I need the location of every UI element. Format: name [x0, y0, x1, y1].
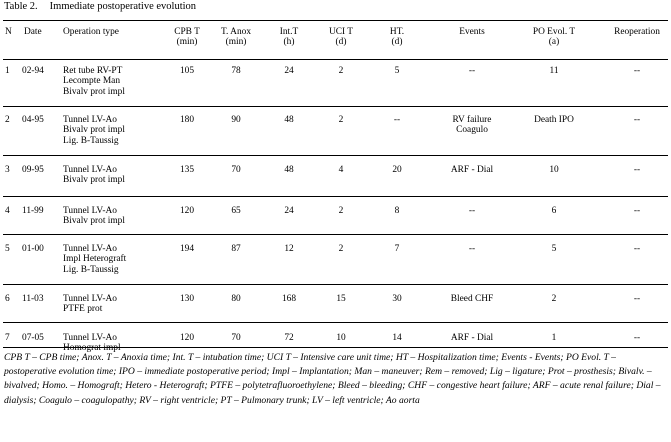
reoperation-cell: --	[633, 333, 641, 343]
cpb-time-cell: 120	[179, 206, 195, 216]
ht-cell: 20	[392, 165, 402, 175]
uci-time-cell: 2	[338, 244, 344, 254]
header-int-time	[264, 27, 314, 48]
operation-type-cell-line: Tunnel LV-Ao	[63, 294, 117, 304]
row-divider	[3, 322, 668, 323]
operation-type-cell-line: Bivalv prot impl	[63, 86, 125, 97]
operation-type-cell-line: Bivalv prot impl	[63, 216, 125, 227]
anox-time-cell: 78	[231, 66, 241, 76]
operation-type-cell	[63, 115, 163, 146]
header-operation-type: Operation type	[63, 27, 119, 37]
header-ht	[372, 27, 422, 48]
po-evol-cell: Death IPO	[534, 115, 574, 125]
events-cell-line: ARF - Dial	[450, 333, 494, 343]
events-cell	[432, 115, 512, 136]
operation-type-cell	[63, 66, 163, 97]
ht-cell: --	[393, 115, 401, 125]
events-cell-line: Bleed CHF	[450, 294, 494, 304]
operation-type-cell-line: Tunnel LV-Ao	[63, 115, 117, 125]
header-int-time-line2: (h)	[283, 37, 295, 48]
int-time-cell: 48	[284, 165, 294, 175]
operation-type-cell-line: Bivalv prot impl	[63, 125, 125, 136]
uci-time-cell: 2	[338, 66, 344, 76]
ht-cell: 30	[392, 294, 402, 304]
header-ht-line2: (d)	[391, 37, 403, 48]
operation-type-cell-line: Impl Heterograft	[63, 254, 127, 265]
row-divider	[3, 196, 668, 197]
header-po-evol	[519, 27, 589, 48]
uci-time-cell: 2	[338, 206, 344, 216]
row-number: 7	[5, 333, 10, 343]
header-bottom-rule	[3, 59, 668, 60]
row-number: 3	[5, 165, 10, 175]
po-evol-cell: 5	[551, 244, 557, 254]
events-cell-line: --	[468, 244, 476, 254]
operation-type-cell-line: Lig. B-Taussig	[63, 135, 119, 146]
anox-time-cell: 70	[231, 333, 241, 343]
operation-type-cell	[63, 244, 163, 275]
header-uci-time	[316, 27, 366, 48]
table-caption	[4, 2, 196, 12]
header-int-time-line1: Int.T	[279, 27, 299, 37]
date-cell: 04-95	[22, 115, 44, 125]
date-cell: 09-95	[22, 165, 44, 175]
events-cell-line: ARF - Dial	[450, 165, 494, 175]
anox-time-cell: 90	[231, 115, 241, 125]
date-cell: 07-05	[22, 333, 44, 343]
table-footnote: CPB T – CPB time; Anox. T – Anoxia time; Int. T – intubation time; UCI T – Intensive care unit time; HT – Hospitalization time; Events - Events; PO Evol. T – postoperative evolution time; IPO – immediate postoperative period; Impl – Implantation; Man – maneuver; Rem – removed; Lig – ligature; Prot – prosthesis; Bivalv. – bivalved; Homo. – Homograft; Hetero - Heterograft; PTFE – polytetrafluoroethylene; Bleed – bleeding; CHF – congestive heart failure; ARF – acute renal failure; Dial – dialysis; Coagulo – coagulopathy; RV – right ventricle; PT – Pulmonary trunk; LV – left ventricle; Ao aorta	[4, 352, 661, 406]
row-number: 6	[5, 294, 10, 304]
row-divider	[3, 106, 668, 107]
table-top-rule	[3, 20, 668, 21]
anox-time-cell: 87	[231, 244, 241, 254]
date-cell: 11-03	[22, 294, 44, 304]
events-cell-line: --	[468, 66, 476, 76]
row-divider	[3, 284, 668, 285]
reoperation-cell: --	[633, 66, 641, 76]
row-divider	[3, 234, 668, 235]
date-cell: 02-94	[22, 66, 44, 76]
cpb-time-cell: 130	[179, 294, 195, 304]
events-cell-line: --	[468, 206, 476, 216]
ht-cell: 7	[394, 244, 400, 254]
po-evol-cell: 6	[551, 206, 557, 216]
events-cell	[432, 165, 512, 175]
events-cell	[432, 206, 512, 216]
ht-cell: 14	[392, 333, 402, 343]
events-cell	[432, 66, 512, 76]
events-cell-line: Coagulo	[456, 125, 488, 136]
operation-type-cell-line: Tunnel LV-Ao	[63, 206, 117, 216]
po-evol-cell: 10	[549, 165, 559, 175]
operation-type-cell-line: Lig. B-Taussig	[63, 264, 119, 275]
reoperation-cell: --	[633, 244, 641, 254]
int-time-cell: 24	[284, 66, 294, 76]
uci-time-cell: 4	[338, 165, 344, 175]
operation-type-cell-line: Homograt impl	[63, 343, 121, 354]
row-divider	[3, 155, 668, 156]
po-evol-cell: 1	[551, 333, 557, 343]
operation-type-cell-line: Ret tube RV-PT	[63, 66, 123, 76]
int-time-cell: 168	[281, 294, 297, 304]
row-number: 5	[5, 244, 10, 254]
anox-time-cell: 70	[231, 165, 241, 175]
header-cpb-time-line2: (min)	[176, 37, 198, 48]
reoperation-cell: --	[633, 206, 641, 216]
header-reoperation: Reoperation	[614, 27, 660, 37]
reoperation-cell: --	[633, 165, 641, 175]
cpb-time-cell: 135	[179, 165, 195, 175]
header-n: N	[5, 27, 12, 37]
cpb-time-cell: 180	[179, 115, 195, 125]
header-anox-time	[211, 27, 261, 48]
cpb-time-cell: 105	[179, 66, 195, 76]
header-uci-time-line2: (d)	[335, 37, 347, 48]
header-events: Events	[459, 27, 485, 37]
int-time-cell: 24	[284, 206, 294, 216]
cpb-time-cell: 194	[179, 244, 195, 254]
events-cell	[432, 294, 512, 304]
header-anox-time-line2: (min)	[225, 37, 247, 48]
header-uci-time-line1: UCI T	[328, 27, 354, 37]
header-cpb-time	[162, 27, 212, 48]
operation-type-cell	[63, 206, 163, 227]
operation-type-cell-line: Tunnel LV-Ao	[63, 244, 117, 254]
events-cell	[432, 244, 512, 254]
caption-label: Table 2.	[4, 1, 38, 12]
header-po-evol-line1: PO Evol. T	[532, 27, 576, 37]
reoperation-cell: --	[633, 115, 641, 125]
ht-cell: 8	[394, 206, 400, 216]
row-number: 4	[5, 206, 10, 216]
date-cell: 11-99	[22, 206, 44, 216]
int-time-cell: 48	[284, 115, 294, 125]
po-evol-cell: 11	[549, 66, 559, 76]
operation-type-cell-line: Tunnel LV-Ao	[63, 165, 117, 175]
operation-type-cell-line: Bivalv prot impl	[63, 175, 125, 186]
reoperation-cell: --	[633, 294, 641, 304]
events-cell	[432, 333, 512, 343]
header-cpb-time-line1: CPB T	[174, 27, 200, 37]
operation-type-cell	[63, 165, 163, 186]
row-number: 1	[5, 66, 10, 76]
operation-type-cell-line: PTFE prot	[63, 304, 103, 315]
caption-title: Immediate postoperative evolution	[49, 1, 197, 12]
operation-type-cell-line: Lecompte Man	[63, 76, 121, 87]
int-time-cell: 72	[284, 333, 294, 343]
table-bottom-rule	[3, 347, 668, 348]
uci-time-cell: 10	[336, 333, 346, 343]
po-evol-cell: 2	[551, 294, 557, 304]
int-time-cell: 12	[284, 244, 294, 254]
uci-time-cell: 2	[338, 115, 344, 125]
cpb-time-cell: 120	[179, 333, 195, 343]
events-cell-line: RV failure	[452, 115, 492, 125]
date-cell: 01-00	[22, 244, 44, 254]
anox-time-cell: 80	[231, 294, 241, 304]
row-number: 2	[5, 115, 10, 125]
uci-time-cell: 15	[336, 294, 346, 304]
operation-type-cell	[63, 294, 163, 315]
ht-cell: 5	[394, 66, 400, 76]
header-ht-line1: HT.	[389, 27, 405, 37]
anox-time-cell: 65	[231, 206, 241, 216]
header-po-evol-line2: (a)	[548, 37, 560, 48]
operation-type-cell-line: Tunnel LV-Ao	[63, 333, 117, 343]
header-date: Date	[24, 27, 42, 37]
header-anox-time-line1: T. Anox	[220, 27, 252, 37]
